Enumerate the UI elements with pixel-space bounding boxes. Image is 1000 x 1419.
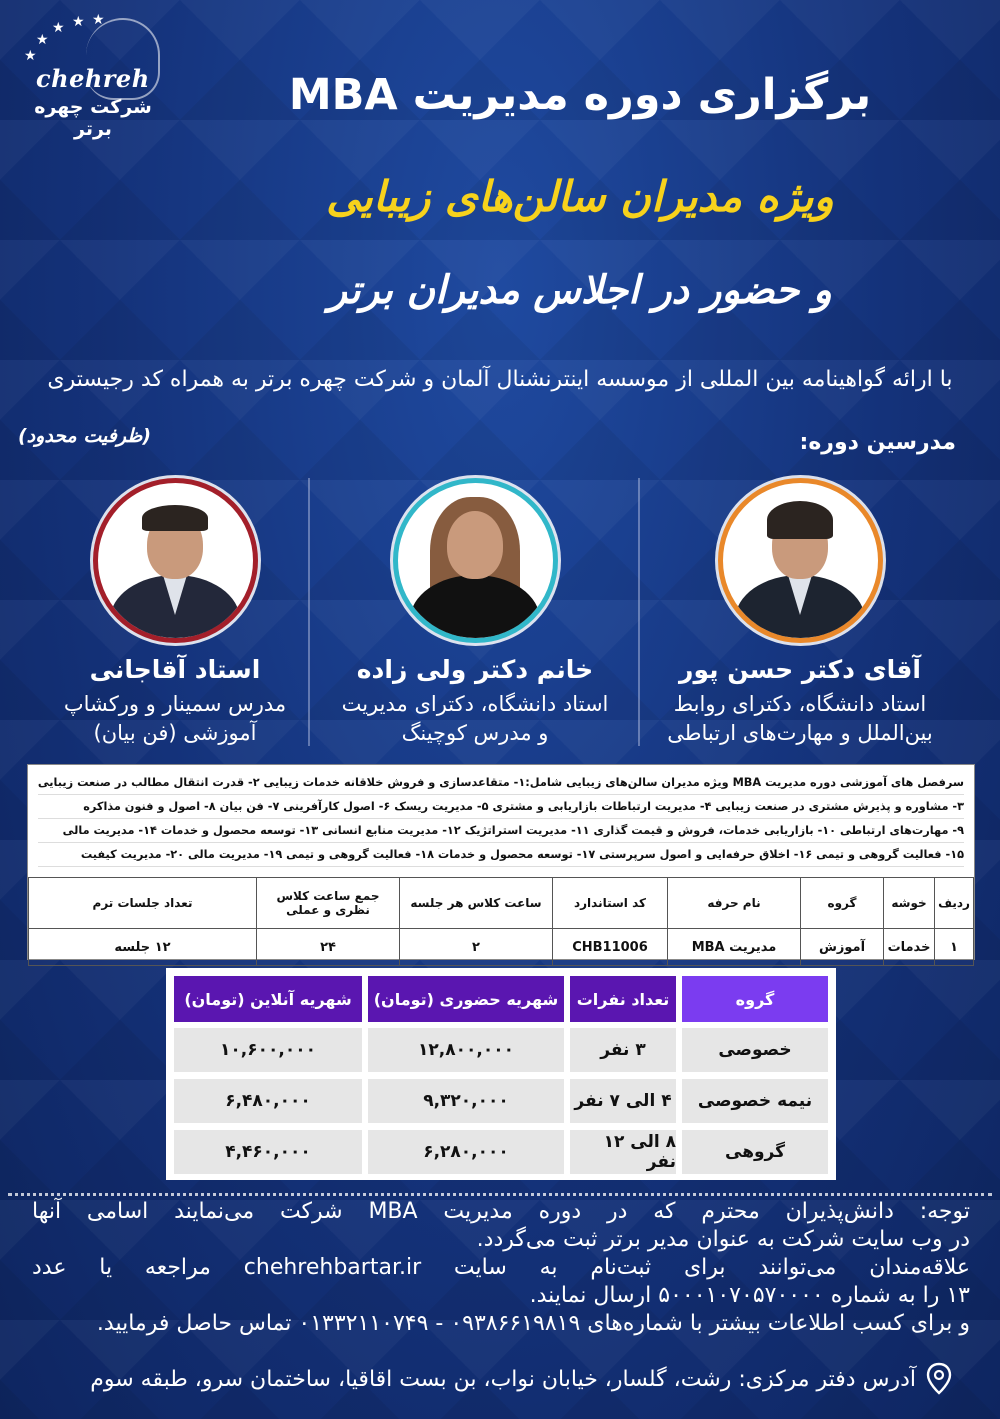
pricing-header: گروه [682, 976, 828, 1022]
subtitle: با ارائه گواهینامه بین المللی از موسسه اینترنشنال آلمان و شرکت چهره برتر به همراه کد رجیستری [47, 367, 953, 392]
pricing-cell: ۴,۴۶۰,۰۰۰ [174, 1130, 362, 1174]
title-line-2: ویژه مدیران سالن‌های زیبایی [326, 172, 834, 221]
pricing-cell: ۶,۴۸۰,۰۰۰ [174, 1079, 362, 1123]
pricing-table [166, 968, 836, 1180]
location-pin-icon [926, 1362, 952, 1396]
title-line-1: برگزاری دوره مدیریت MBA [288, 70, 872, 120]
teacher-desc: استاد دانشگاه، دکترای مدیریت و مدرس کوچینگ [341, 692, 609, 745]
teacher-desc: مدرس سمینار و ورکشاپ آموزشی (فن بیان) [63, 692, 287, 745]
divider [638, 478, 640, 746]
pricing-header: شهریه حضوری (تومان) [368, 976, 564, 1022]
avatar [718, 478, 883, 643]
table-row: ۱ خدمات آموزش مدیریت MBA CHB11006 ۲ ۲۴ ۱۲ جلسه [29, 929, 974, 966]
teachers-heading: مدرسین دوره: [799, 430, 956, 455]
table-header: خوشه [884, 878, 935, 929]
teacher-name: استاد آقاجانی [89, 655, 261, 684]
table-header: جمع ساعت کلاس نظری و عملی [257, 878, 400, 929]
teacher-name: آقای دکتر حسن پور [679, 655, 921, 684]
teacher-card [640, 478, 960, 748]
teacher-desc: استاد دانشگاه، دکترای روابط بین‌الملل و مهارت‌های ارتباطی [667, 692, 933, 745]
pricing-cell: گروهی [682, 1130, 828, 1174]
pricing-cell: ۹,۳۲۰,۰۰۰ [368, 1079, 564, 1123]
pricing-cell: ۱۲,۸۰۰,۰۰۰ [368, 1028, 564, 1072]
pricing-cell: خصوصی [682, 1028, 828, 1072]
table-header: گروه [801, 878, 884, 929]
divider [8, 1193, 992, 1196]
logo-company-name: شرکت چهره برتر [34, 96, 152, 140]
teacher-card [15, 478, 335, 748]
avatar [393, 478, 558, 643]
address [30, 1362, 952, 1396]
standard-table [28, 877, 974, 966]
title-line-3: و حضور در اجلاس مدیران برتر [328, 268, 832, 313]
company-logo [8, 8, 168, 140]
star-icon: ★ ★ ★ ★ ★ [24, 12, 105, 64]
pricing-header: شهریه آنلاین (تومان) [174, 976, 362, 1022]
pricing-cell: ۴ الی ۷ نفر [570, 1079, 676, 1123]
table-header: تعداد جلسات ترم [29, 878, 257, 929]
curriculum-box [27, 764, 975, 960]
teacher-name: خانم دکتر ولی زاده [356, 655, 594, 684]
curriculum-topics: سرفصل های آموزشی دوره مدیریت MBA ویژه مدیران سالن‌های زیبایی شامل:۱- متقاعدسازی و فروش خلاقانه خدمات زیبایی ۲- قدرت انتقال مطالب در صنعت زیبایی ۳- مشاوره و پذیرش مشتری در صنعت زیبایی ۴- مدیریت ارتباطات بازاریابی و مشتری ۵- مدیریت ریسک ۶- اصول کارآفرینی ۷- فن بیان ۸- اصول و فنون مذاکره ۹- مهارت‌های ارتباطی ۱۰- بازاریابی خدمات، فروش و قیمت گذاری ۱۱- مدیریت استراتژیک ۱۲- مدیریت منابع انسانی ۱۳- توسعه محصول و خدمات ۱۴- مدیریت مالی ۱۵- فعالیت گروهی و تیمی ۱۶- اخلاق حرفه‌ایی و اصول سرپرستی ۱۷- توسعه محصول و خدمات ۱۸- فعالیت گروهی و تیمی ۱۹- مدیریت مالی ۲۰- مدیریت کیفیت [28, 765, 974, 867]
pricing-cell: ۱۰,۶۰۰,۰۰۰ [174, 1028, 362, 1072]
logo-brand: chehreh [36, 64, 150, 93]
registration-note: توجه: دانش‌پذیران محترم که در دوره مدیریت MBA شرکت می‌نمایند اسامی آنها در وب سایت شرکت به عنوان مدیر برتر ثبت می‌گردد. علاقه‌مندان می‌توانند برای ثبت‌نام به سایت chehrehbartar.ir مراجعه یا عدد ۱۳ را به شماره ۵۰۰۰۱۰۷۰۵۷۰۰۰۰ ارسال نمایند. و برای کسب اطلاعات بیشتر با شماره‌های ۰۹۳۸۶۶۱۹۸۱۹ - ۰۱۳۳۲۱۱۰۷۴۹ تماس حاصل فرمایید. [32, 1199, 971, 1336]
capacity-label: (ظرفیت محدود) [18, 425, 152, 447]
address-text: آدرس دفتر مرکزی: رشت، گلسار، خیابان نواب، بن بست اقاقیا، ساختمان سرو، طبقه سوم [90, 1366, 916, 1392]
pricing-cell: نیمه خصوصی [682, 1079, 828, 1123]
pricing-cell: ۶,۲۸۰,۰۰۰ [368, 1130, 564, 1174]
pricing-header: تعداد نفرات [570, 976, 676, 1022]
table-header: نام حرفه [668, 878, 801, 929]
pricing-cell: ۸ الی ۱۲ نفر [570, 1130, 676, 1174]
table-header: ساعت کلاس هر جلسه [400, 878, 553, 929]
avatar [93, 478, 258, 643]
table-header: ردیف [935, 878, 974, 929]
teacher-card [315, 478, 635, 748]
pricing-cell: ۳ نفر [570, 1028, 676, 1072]
table-header: کد استاندارد [553, 878, 668, 929]
